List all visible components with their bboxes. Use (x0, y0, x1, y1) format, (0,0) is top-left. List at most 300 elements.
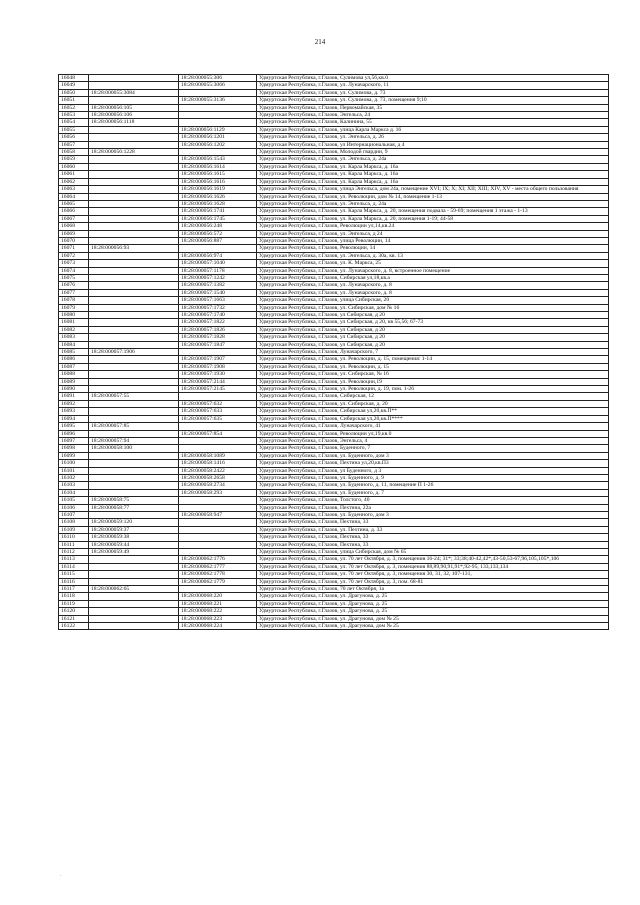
table-row (59, 245, 609, 252)
cell-number: 16117 (59, 586, 89, 593)
cell-cadastral-number-b: 18:28:000057:1930 (179, 371, 257, 378)
cell-cadastral-number-b (179, 119, 257, 126)
table-row (59, 600, 609, 607)
cell-cadastral-number-b: 18:28:000057:1847 (179, 341, 257, 348)
table-row (59, 415, 609, 422)
cell-number: 16120 (59, 608, 89, 615)
cell-cadastral-number-a: 18:28:000055:3084 (89, 89, 179, 96)
cell-cadastral-number-b: 18:28:000058:293 (179, 489, 257, 496)
cell-address: Удмуртская Республика, г.Глазов, ул. Драгунова, дом № 25 (257, 623, 609, 630)
cell-number: 16069 (59, 230, 89, 237)
cell-cadastral-number-a (89, 563, 179, 570)
table-row (59, 134, 609, 141)
cell-address: Удмуртская Республика, г.Глазов, ул. Революции, д. 15, помещения: 1-14 (257, 356, 609, 363)
cell-address: Удмуртская Республика, г.Глазов, Пехтина, 33 (257, 541, 609, 548)
cell-cadastral-number-b (179, 445, 257, 452)
cell-address: Удмуртская Республика, г.Глазов, ул. Буденного, д. 11, помещение П 1-26 (257, 482, 609, 489)
cell-cadastral-number-a (89, 267, 179, 274)
cell-cadastral-number-a (89, 482, 179, 489)
cell-cadastral-number-a (89, 356, 179, 363)
cell-address: Удмуртская Республика, г.Глазов, ул. Луначарского, 11 (257, 82, 609, 89)
cell-cadastral-number-b: 18:28:000057:1732 (179, 304, 257, 311)
cell-address: Удмуртская Республика, г.Глазов, ул. 70 лет Октября, д. 3, помещения 16-24; 31*; 33;38;40-42,42*,43-50,53-67,96,105,105*,106 (257, 556, 609, 563)
cell-cadastral-number-b: 18:28:000057:854 (179, 430, 257, 437)
table-row (59, 482, 609, 489)
cell-cadastral-number-b (179, 526, 257, 533)
table-row (59, 378, 609, 385)
cell-number: 16108 (59, 519, 89, 526)
cell-address: Удмуртская Республика, г.Глазов, ул. Энгельса, д. 24а (257, 200, 609, 207)
table-row (59, 386, 609, 393)
table-row (59, 267, 609, 274)
cell-number: 16088 (59, 371, 89, 378)
cell-cadastral-number-b (179, 423, 257, 430)
cell-number: 16113 (59, 556, 89, 563)
cell-cadastral-number-a (89, 156, 179, 163)
cell-cadastral-number-a (89, 430, 179, 437)
cell-address: Удмуртская Республика, г.Глазов, ул. Драгунова, дом № 25 (257, 615, 609, 622)
cell-address: Удмуртская Республика, г.Глазов, ул. Сибирская, № 16 (257, 371, 609, 378)
table-row (59, 474, 609, 481)
cell-number: 16074 (59, 267, 89, 274)
table-row (59, 75, 609, 82)
cell-number: 16085 (59, 349, 89, 356)
cell-number: 16115 (59, 571, 89, 578)
side-mark: . (60, 872, 62, 878)
cell-cadastral-number-b: 18:28:000057:635 (179, 415, 257, 422)
table-row (59, 112, 609, 119)
cell-cadastral-number-a (89, 467, 179, 474)
cell-address: Удмуртская Республика, г.Глазов, ул. Сулимова, д. 73 (257, 89, 609, 96)
cell-address: Удмуртская Республика, г.Глазов, улица Революции, 14 (257, 237, 609, 244)
cell-cadastral-number-b: 18:28:000057:632 (179, 400, 257, 407)
cell-address: Удмуртская Республика, г.Глазов, ул. Революции,19 (257, 378, 609, 385)
cell-number: 16094 (59, 415, 89, 422)
cell-cadastral-number-a: 18:28:000059:37 (89, 526, 179, 533)
cell-address: Удмуртская Республика, г.Глазов, Пехтина, 22а (257, 504, 609, 511)
table-row (59, 141, 609, 148)
cell-number: 16064 (59, 193, 89, 200)
cell-number: 16072 (59, 252, 89, 259)
cell-cadastral-number-a (89, 97, 179, 104)
cell-cadastral-number-a (89, 289, 179, 296)
cell-cadastral-number-b: 18:28:000057:1907 (179, 356, 257, 363)
table-row (59, 445, 609, 452)
table-row (59, 326, 609, 333)
cell-cadastral-number-a (89, 141, 179, 148)
cell-cadastral-number-b: 18:28:000055:3066 (179, 82, 257, 89)
cell-cadastral-number-b: 18:28:000057:1382 (179, 282, 257, 289)
cell-cadastral-number-a (89, 230, 179, 237)
cell-number: 16071 (59, 245, 89, 252)
cell-cadastral-number-a (89, 415, 179, 422)
cell-cadastral-number-a (89, 452, 179, 459)
cell-cadastral-number-a (89, 215, 179, 222)
table-row (59, 534, 609, 541)
cell-cadastral-number-b (179, 497, 257, 504)
cell-cadastral-number-a (89, 334, 179, 341)
cell-number: 16084 (59, 341, 89, 348)
cell-cadastral-number-a (89, 186, 179, 193)
cell-cadastral-number-a (89, 312, 179, 319)
cell-cadastral-number-a (89, 178, 179, 185)
cell-address: Удмуртская Республика, г.Глазов, Сибирская, 12 (257, 393, 609, 400)
cell-number: 16056 (59, 134, 89, 141)
cell-address: Удмуртская Республика, г.Глазов, Пехтина, 33 (257, 534, 609, 541)
cell-number: 16049 (59, 82, 89, 89)
cell-cadastral-number-a (89, 82, 179, 89)
cell-address: Удмуртская Республика, г.Глазов, Луначарского, 7 (257, 349, 609, 356)
cell-cadastral-number-a (89, 297, 179, 304)
cell-number: 16091 (59, 393, 89, 400)
cell-cadastral-number-a (89, 163, 179, 170)
table-row (59, 526, 609, 533)
table-row (59, 230, 609, 237)
cell-address: Удмуртская Республика, г.Глазов, ул. Пехтина, д. 33 (257, 526, 609, 533)
cell-address: Удмуртская Республика, г.Глазов, ул. Революции, дом № 14, помещение 1-13 (257, 193, 609, 200)
table-row (59, 289, 609, 296)
table-row (59, 556, 609, 563)
cell-cadastral-number-a (89, 378, 179, 385)
cell-address: Удмуртская Республика, г.Глазов, ул. Энгельса, д. 26 (257, 134, 609, 141)
cell-cadastral-number-a (89, 171, 179, 178)
cell-number: 16093 (59, 408, 89, 415)
cell-cadastral-number-b: 18:28:000057:2145 (179, 386, 257, 393)
table-row (59, 260, 609, 267)
table-row (59, 430, 609, 437)
table-row (59, 504, 609, 511)
cell-cadastral-number-b: 18:28:000058:1089 (179, 452, 257, 459)
cell-address: Удмуртская Республика, г.Глазов, ул Интернациональная, д 4 (257, 141, 609, 148)
cell-address: Удмуртская Республика, г.Глазов, ул. Буденного, дом 3 (257, 511, 609, 518)
table-row (59, 215, 609, 222)
cell-cadastral-number-a (89, 200, 179, 207)
cell-number: 16096 (59, 430, 89, 437)
table-row (59, 252, 609, 259)
cell-address: Удмуртская Республика, г.Глазов, Пехтина ул,20,кв.П3 (257, 460, 609, 467)
cell-cadastral-number-b (179, 149, 257, 156)
cell-cadastral-number-b: 18:28:000056:1614 (179, 163, 257, 170)
cell-cadastral-number-a (89, 571, 179, 578)
cell-address: Удмуртская Республика, г.Глазов, ул. Революции, д. 15 (257, 363, 609, 370)
cell-number: 16083 (59, 334, 89, 341)
cell-cadastral-number-a: 18:28:000056:1118 (89, 119, 179, 126)
cell-cadastral-number-a (89, 208, 179, 215)
cell-cadastral-number-a (89, 252, 179, 259)
table-row (59, 223, 609, 230)
cell-address: Удмуртская Республика, г.Глазов, Революции, 14 (257, 245, 609, 252)
cell-cadastral-number-a: 18:28:000059:49 (89, 549, 179, 556)
table-row (59, 615, 609, 622)
table-row (59, 149, 609, 156)
cell-address: Удмуртская Республика, г.Глазов, Первомайская, 35 (257, 104, 609, 111)
table-row (59, 437, 609, 444)
table-row (59, 549, 609, 556)
table-row (59, 156, 609, 163)
cell-cadastral-number-a: 18:28:000062:65 (89, 586, 179, 593)
cell-address: Удмуртская Республика, г.Глазов, ул. Карла Маркса, д. 16а (257, 171, 609, 178)
cell-address: Удмуртская Республика, г.Глазов, ул. Карла Маркса, д. 16а (257, 178, 609, 185)
table-row (59, 341, 609, 348)
cell-cadastral-number-b: 18:28:000056:1129 (179, 126, 257, 133)
cell-address: Удмуртская Республика, г.Глазов, Сибирская ул,20,кв.П**** (257, 415, 609, 422)
cell-cadastral-number-a: 18:28:000056:106 (89, 112, 179, 119)
cell-cadastral-number-b (179, 437, 257, 444)
table-row (59, 623, 609, 630)
cell-address: Удмуртская Республика, г.Глазов, ул. Буденного, д. 9 (257, 474, 609, 481)
table-row (59, 119, 609, 126)
cell-number: 16112 (59, 549, 89, 556)
cell-address: Удмуртская Республика, г.Глазов, ул. Луначарского, д. 8 (257, 289, 609, 296)
cell-cadastral-number-a: 18:28:000056:93 (89, 245, 179, 252)
cell-cadastral-number-b: 18:28:000056:1741 (179, 208, 257, 215)
registry-table-body (59, 75, 609, 630)
cell-number: 16054 (59, 119, 89, 126)
table-row (59, 467, 609, 474)
cell-cadastral-number-b: 18:28:000056:1745 (179, 215, 257, 222)
cell-cadastral-number-b (179, 586, 257, 593)
cell-address: Удмуртская Республика, г.Глазов, ул Буденного, д 3 (257, 467, 609, 474)
cell-cadastral-number-b: 18:28:000057:1242 (179, 274, 257, 281)
cell-cadastral-number-b: 18:28:000056:1615 (179, 171, 257, 178)
cell-number: 16066 (59, 208, 89, 215)
table-row (59, 363, 609, 370)
table-row (59, 186, 609, 193)
table-row (59, 89, 609, 96)
cell-number: 16101 (59, 467, 89, 474)
cell-address: Удмуртская Республика, г.Глазов, Революции ул,14,кв.24 (257, 223, 609, 230)
cell-address: Удмуртская Республика, г.Глазов, улица Сибирская, дом № 65 (257, 549, 609, 556)
cell-cadastral-number-a: 18:28:000057:55 (89, 393, 179, 400)
cell-number: 16110 (59, 534, 89, 541)
table-row (59, 349, 609, 356)
table-row (59, 593, 609, 600)
cell-address: Удмуртская Республика, г.Глазов, ул. Луначарского, д. 8 (257, 282, 609, 289)
cell-address: Удмуртская Республика, г.Глазов, Сибирская ул,18,кв.а (257, 274, 609, 281)
cell-cadastral-number-a (89, 260, 179, 267)
cell-address: Удмуртская Республика, г.Глазов, ул. Революции, д. 19, пом. 1-26 (257, 386, 609, 393)
cell-address: Удмуртская Республика, г.Глазов, Луначарского, 41 (257, 423, 609, 430)
cell-cadastral-number-b: 18:28:000056:1619 (179, 186, 257, 193)
cell-cadastral-number-b: 18:28:000055:306 (179, 75, 257, 82)
cell-cadastral-number-b: 18:28:000056:887 (179, 237, 257, 244)
cell-cadastral-number-a (89, 408, 179, 415)
table-row (59, 163, 609, 170)
table-row (59, 297, 609, 304)
cell-cadastral-number-a (89, 556, 179, 563)
cell-cadastral-number-a (89, 319, 179, 326)
cell-number: 16063 (59, 186, 89, 193)
cell-address: Удмуртская Республика, г.Глазов, ул. Карла Маркса, д. 16а (257, 163, 609, 170)
cell-address: Удмуртская Республика, г.Глазов, Буденного, 7 (257, 445, 609, 452)
cell-cadastral-number-b: 18:28:000057:1740 (179, 312, 257, 319)
table-row (59, 511, 609, 518)
cell-cadastral-number-a (89, 237, 179, 244)
cell-number: 16106 (59, 504, 89, 511)
cell-cadastral-number-b (179, 504, 257, 511)
cell-cadastral-number-b (179, 519, 257, 526)
cell-cadastral-number-b: 18:28:000057:1663 (179, 297, 257, 304)
cell-address: Удмуртская Республика, г.Глазов, ул. Энгельса, д 24 (257, 230, 609, 237)
cell-address: Удмуртская Республика, г.Глазов, Толстого, 40 (257, 497, 609, 504)
cell-number: 16095 (59, 423, 89, 430)
table-row (59, 193, 609, 200)
cell-number: 16098 (59, 445, 89, 452)
cell-cadastral-number-b: 18:28:000058:2422 (179, 467, 257, 474)
cell-number: 16053 (59, 112, 89, 119)
cell-address: Удмуртская Республика, г.Глазов, ул. Драгунова, д. 25 (257, 600, 609, 607)
cell-number: 16118 (59, 593, 89, 600)
cell-number: 16089 (59, 378, 89, 385)
cell-cadastral-number-a (89, 363, 179, 370)
cell-address: Удмуртская Республика, г.Глазов, ул. Луначарского, д. 8, встроенное помещение (257, 267, 609, 274)
table-row (59, 104, 609, 111)
table-row (59, 563, 609, 570)
cell-cadastral-number-a (89, 460, 179, 467)
cell-address: Удмуртская Республика, г.Глазов, Сулимова ул,56,кв.0 (257, 75, 609, 82)
cell-cadastral-number-a: 18:28:000059:38 (89, 534, 179, 541)
cell-cadastral-number-a (89, 304, 179, 311)
table-row (59, 282, 609, 289)
cell-address: Удмуртская Республика, г.Глазов, ул. Драгунова, д. 25 (257, 608, 609, 615)
cell-number: 16070 (59, 237, 89, 244)
table-row (59, 312, 609, 319)
cell-cadastral-number-b: 18:28:000057:1040 (179, 260, 257, 267)
cell-cadastral-number-b: 18:28:000056:572 (179, 230, 257, 237)
cell-cadastral-number-b: 18:28:000057:1908 (179, 363, 257, 370)
cell-cadastral-number-b: 18:28:000058:2734 (179, 482, 257, 489)
cell-number: 16058 (59, 149, 89, 156)
page-number: 214 (314, 38, 326, 46)
cell-number: 16109 (59, 526, 89, 533)
cell-address: Удмуртская Республика, г.Глазов, ул. Драгунова, д. 25 (257, 593, 609, 600)
cell-address: Удмуртская Республика, г.Глазов, ул. Карла Маркса, д. 20, помещения 1-19; 44-58 (257, 215, 609, 222)
cell-number: 16048 (59, 75, 89, 82)
cell-cadastral-number-a (89, 126, 179, 133)
table-row (59, 571, 609, 578)
cell-address: Удмуртская Республика, г.Глазов, ул Сибирская, д 20 (257, 326, 609, 333)
cell-cadastral-number-b: 18:28:000062:1777 (179, 563, 257, 570)
registry-table (58, 74, 609, 630)
cell-number: 16051 (59, 97, 89, 104)
cell-number: 16059 (59, 156, 89, 163)
cell-number: 16105 (59, 497, 89, 504)
table-row (59, 200, 609, 207)
cell-cadastral-number-a (89, 193, 179, 200)
cell-number: 16075 (59, 274, 89, 281)
cell-number: 16050 (59, 89, 89, 96)
cell-cadastral-number-a (89, 511, 179, 518)
cell-address: Удмуртская Республика, г.Глазов, 70 лет Октября, 1а (257, 586, 609, 593)
cell-number: 16060 (59, 163, 89, 170)
cell-cadastral-number-a (89, 341, 179, 348)
cell-cadastral-number-a: 18:28:000056:1228 (89, 149, 179, 156)
cell-cadastral-number-b (179, 349, 257, 356)
cell-number: 16121 (59, 615, 89, 622)
cell-cadastral-number-b (179, 541, 257, 548)
cell-cadastral-number-a (89, 578, 179, 585)
cell-cadastral-number-b: 18:28:000068:220 (179, 593, 257, 600)
cell-cadastral-number-b: 18:28:000056:1543 (179, 156, 257, 163)
cell-cadastral-number-b: 18:28:000068:223 (179, 615, 257, 622)
cell-address: Удмуртская Республика, г.Глазов, ул Сибирская, д 20, кв 55,56; 67-73 (257, 319, 609, 326)
cell-cadastral-number-b: 18:28:000062:1778 (179, 571, 257, 578)
cell-cadastral-number-a: 18:28:000058:77 (89, 504, 179, 511)
cell-cadastral-number-b: 18:28:000057:1822 (179, 319, 257, 326)
table-row (59, 497, 609, 504)
cell-cadastral-number-a: 18:28:000057:85 (89, 423, 179, 430)
table-row (59, 334, 609, 341)
cell-cadastral-number-a (89, 282, 179, 289)
cell-cadastral-number-a (89, 489, 179, 496)
cell-cadastral-number-b: 18:28:000068:222 (179, 608, 257, 615)
cell-cadastral-number-b: 18:28:000056:248 (179, 223, 257, 230)
cell-address: Удмуртская Республика, г.Глазов, Революции ул,19,кв.0 (257, 430, 609, 437)
table-row (59, 319, 609, 326)
cell-number: 16061 (59, 171, 89, 178)
cell-address: Удмуртская Республика, г.Глазов, Пехтина, 33 (257, 519, 609, 526)
cell-address: Удмуртская Республика, г.Глазов, ул. Энгельса, д. 30а, кв. 13 (257, 252, 609, 259)
cell-number: 16078 (59, 297, 89, 304)
cell-cadastral-number-b: 18:28:000062:1779 (179, 578, 257, 585)
cell-number: 16087 (59, 363, 89, 370)
cell-address: Удмуртская Республика, г.Глазов, ул. Карла Маркса, д. 20, помещения подвала - 59-69; помещения 1 этажа - 1-13 (257, 208, 609, 215)
cell-cadastral-number-a: 18:28:000056:105 (89, 104, 179, 111)
cell-cadastral-number-a (89, 134, 179, 141)
cell-number: 16119 (59, 600, 89, 607)
cell-address: Удмуртская Республика, г.Глазов, ул Сибирская, д 20 (257, 341, 609, 348)
table-row (59, 608, 609, 615)
cell-number: 16067 (59, 215, 89, 222)
table-row (59, 237, 609, 244)
cell-cadastral-number-a (89, 400, 179, 407)
cell-address: Удмуртская Республика, г.Глазов, ул. 70 лет Октября, д. 3, помещения 30, 31, 32, 107-131, (257, 571, 609, 578)
cell-address: Удмуртская Республика, г.Глазов, ул. 70 лет Октября, д. 3, помещения 88,89,90,91,91*,92-95, 133,133,134 (257, 563, 609, 570)
cell-cadastral-number-a (89, 474, 179, 481)
cell-cadastral-number-a (89, 223, 179, 230)
cell-number: 16099 (59, 452, 89, 459)
cell-number: 16107 (59, 511, 89, 518)
cell-number: 16090 (59, 386, 89, 393)
table-row (59, 393, 609, 400)
cell-cadastral-number-a: 18:28:000059:44 (89, 541, 179, 548)
cell-number: 16114 (59, 563, 89, 570)
cell-cadastral-number-a (89, 593, 179, 600)
cell-address: Удмуртская Республика, г.Глазов, ул Сибирская, д 20 (257, 334, 609, 341)
cell-cadastral-number-b: 18:28:000058:1416 (179, 460, 257, 467)
cell-cadastral-number-a: 18:28:000059:120 (89, 519, 179, 526)
table-row (59, 126, 609, 133)
cell-number: 16057 (59, 141, 89, 148)
cell-number: 16065 (59, 200, 89, 207)
cell-cadastral-number-b: 18:28:000057:1828 (179, 334, 257, 341)
cell-cadastral-number-b: 18:28:000062:1776 (179, 556, 257, 563)
cell-cadastral-number-b (179, 112, 257, 119)
cell-cadastral-number-b: 18:28:000056:1202 (179, 141, 257, 148)
table-row (59, 489, 609, 496)
table-row (59, 460, 609, 467)
cell-address: Удмуртская Республика, г.Глазов, Энгельса, 24 (257, 112, 609, 119)
cell-number: 16100 (59, 460, 89, 467)
cell-number: 16111 (59, 541, 89, 548)
table-row (59, 304, 609, 311)
cell-cadastral-number-b: 18:28:000057:633 (179, 408, 257, 415)
table-row (59, 356, 609, 363)
cell-cadastral-number-a: 18:28:000058:75 (89, 497, 179, 504)
cell-address: Удмуртская Республика, г.Глазов, ул. 70 лет Октября, д. 3, пом. 68-81 (257, 578, 609, 585)
cell-cadastral-number-a (89, 608, 179, 615)
cell-number: 16082 (59, 326, 89, 333)
